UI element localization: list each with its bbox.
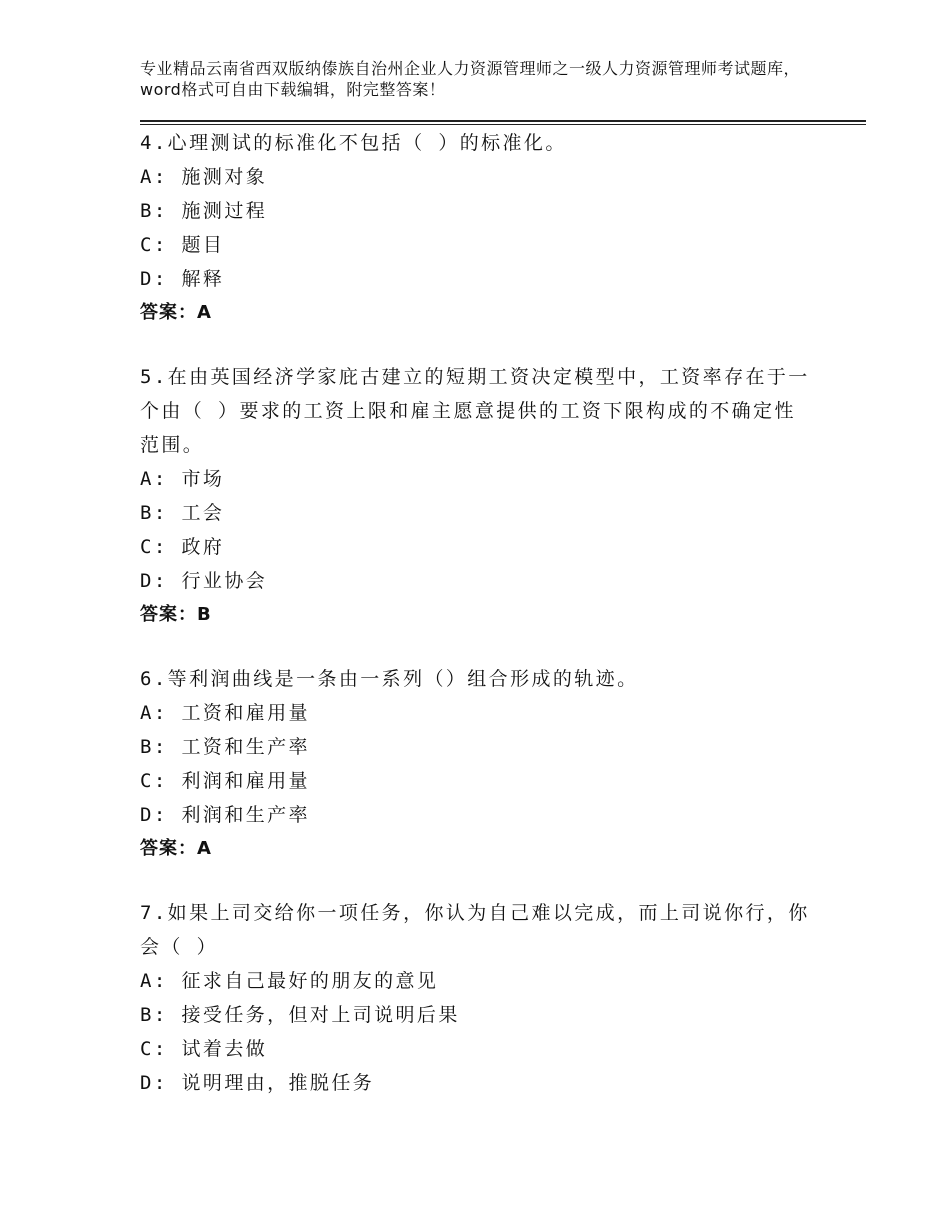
option-d: D: 利润和生产率 xyxy=(140,804,310,826)
option-b: B: 施测过程 xyxy=(140,200,268,222)
option-a: A: 征求自己最好的朋友的意见 xyxy=(140,970,439,992)
option-d: D: 行业协会 xyxy=(140,570,268,592)
option-c: C: 试着去做 xyxy=(140,1038,268,1060)
answer-label: 答案：A xyxy=(140,302,212,323)
option-c: C: 题目 xyxy=(140,234,225,256)
header-divider-thin xyxy=(140,124,866,125)
option-b: B: 工会 xyxy=(140,502,225,524)
option-c: C: 政府 xyxy=(140,536,225,558)
question-stem: 6.等利润曲线是一条由一系列（）组合形成的轨迹。 xyxy=(140,668,639,690)
option-c: C: 利润和雇用量 xyxy=(140,770,310,792)
option-a: A: 工资和雇用量 xyxy=(140,702,310,724)
answer-label: 答案：A xyxy=(140,838,212,859)
question-stem: 5.在由英国经济学家庇古建立的短期工资决定模型中，工资率存在于一个由（ ）要求的工资上限和雇主愿意提供的工资下限构成的不确定性范围。 xyxy=(140,366,810,456)
header-divider-thick xyxy=(140,120,866,122)
question-4 xyxy=(140,126,866,330)
question-7 xyxy=(140,896,866,1100)
option-b: B: 接受任务，但对上司说明后果 xyxy=(140,1004,460,1026)
question-stem: 4.心理测试的标准化不包括（ ）的标准化。 xyxy=(140,132,567,154)
option-d: D: 说明理由，推脱任务 xyxy=(140,1072,375,1094)
option-a: A: 施测对象 xyxy=(140,166,268,188)
question-5 xyxy=(140,360,866,632)
option-b: B: 工资和生产率 xyxy=(140,736,310,758)
question-list xyxy=(140,126,866,1130)
option-d: D: 解释 xyxy=(140,268,225,290)
option-a: A: 市场 xyxy=(140,468,225,490)
question-6 xyxy=(140,662,866,866)
question-stem: 7.如果上司交给你一项任务，你认为自己难以完成，而上司说你行，你会（ ） xyxy=(140,902,810,958)
answer-label: 答案：B xyxy=(140,604,212,625)
document-header: 专业精品云南省西双版纳傣族自治州企业人力资源管理师之一级人力资源管理师考试题库，word格式可自由下载编辑，附完整答案！ xyxy=(140,59,801,99)
